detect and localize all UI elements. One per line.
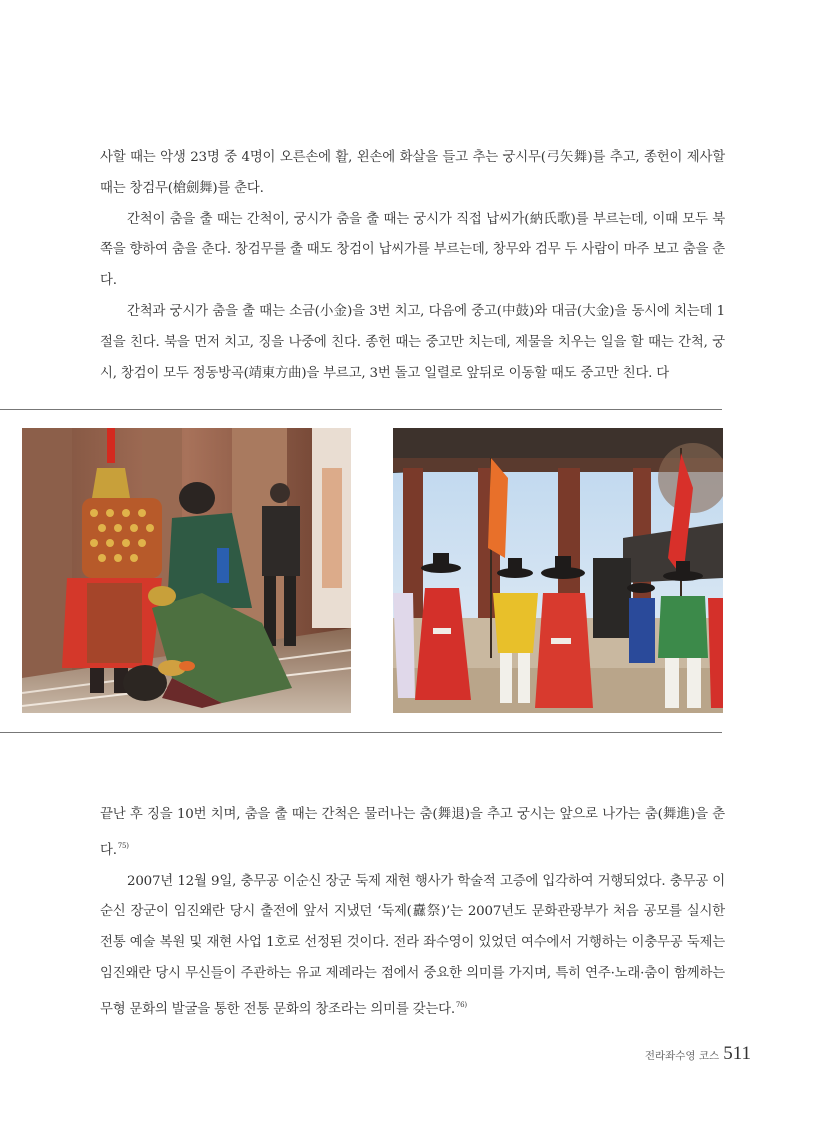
body-text-top bbox=[100, 143, 725, 389]
paragraph: 간척이 춤을 출 때는 간척이, 궁시가 춤을 출 때는 궁시가 직접 납씨가(納氏歌)를 부르는데, 이때 모두 북쪽을 향하여 춤을 춘다. 창검무를 출 때도 창검이 납씨가를 부르는데, 창무와 검무 두 사람이 마주 보고 춤을 춘다. bbox=[100, 211, 725, 289]
body-text-bottom bbox=[100, 800, 725, 1026]
paragraph: 간척과 궁시가 춤을 출 때는 소금(小金)을 3번 치고, 다음에 중고(中鼓)와 대금(大金)을 동시에 치는데 1절을 친다. 북을 먼저 치고, 징을 나중에 친다. 종헌 때는 중고만 치는데, 제물을 치우는 일을 할 때는 간척, 궁시, 창검이 모두 정동방곡(靖東方曲)을 부르고, 3번 돌고 일렬로 앞뒤로 이동할 때도 중고만 친다. 다 bbox=[100, 303, 725, 381]
footnote-marker: 75) bbox=[117, 841, 129, 850]
footnote-marker: 76) bbox=[455, 1000, 467, 1009]
divider-bottom bbox=[0, 732, 722, 733]
paragraph: 사할 때는 악생 23명 중 4명이 오른손에 활, 왼손에 화살을 들고 추는 궁시무(弓矢舞)를 추고, 종헌이 제사할 때는 창검무(槍劍舞)를 춘다. bbox=[100, 150, 725, 196]
running-footer-label: 전라좌수영 코스 bbox=[644, 1050, 720, 1062]
paragraph-text: 끝난 후 징을 10번 치며, 춤을 출 때는 간척은 물러나는 춤(舞退)을 추고 궁시는 앞으로 나가는 춤(舞進)을 춘다. bbox=[100, 807, 725, 858]
page-footer bbox=[645, 1043, 751, 1065]
page-number: 511 bbox=[723, 1043, 751, 1064]
photo-procession bbox=[393, 428, 723, 713]
photo-ritual-offering bbox=[22, 428, 351, 713]
divider-top bbox=[0, 409, 722, 410]
paragraph bbox=[100, 867, 725, 1026]
paragraph-text: 2007년 12월 9일, 충무공 이순신 장군 둑제 재현 행사가 학술적 고증에 입각하여 거행되었다. 충무공 이순신 장군이 임진왜란 당시 출전에 앞서 지냈던 ‘둑제(纛祭)’는 2007년도 문화관광부가 처음 공모를 실시한 전통 예술 복원 및 재현 사업 1호로 선정된 것이다. 전라 좌수영이 있었던 여수에서 거행하는 이충무공 둑제는 임진왜란 당시 무신들이 주관하는 유교 제례라는 점에서 중요한 의미를 가지며, 특히 연주·노래·춤이 함께하는 무형 문화의 발굴을 통한 전통 문화의 창조라는 의미를 갖는다. bbox=[100, 873, 725, 1017]
paragraph bbox=[100, 800, 725, 867]
